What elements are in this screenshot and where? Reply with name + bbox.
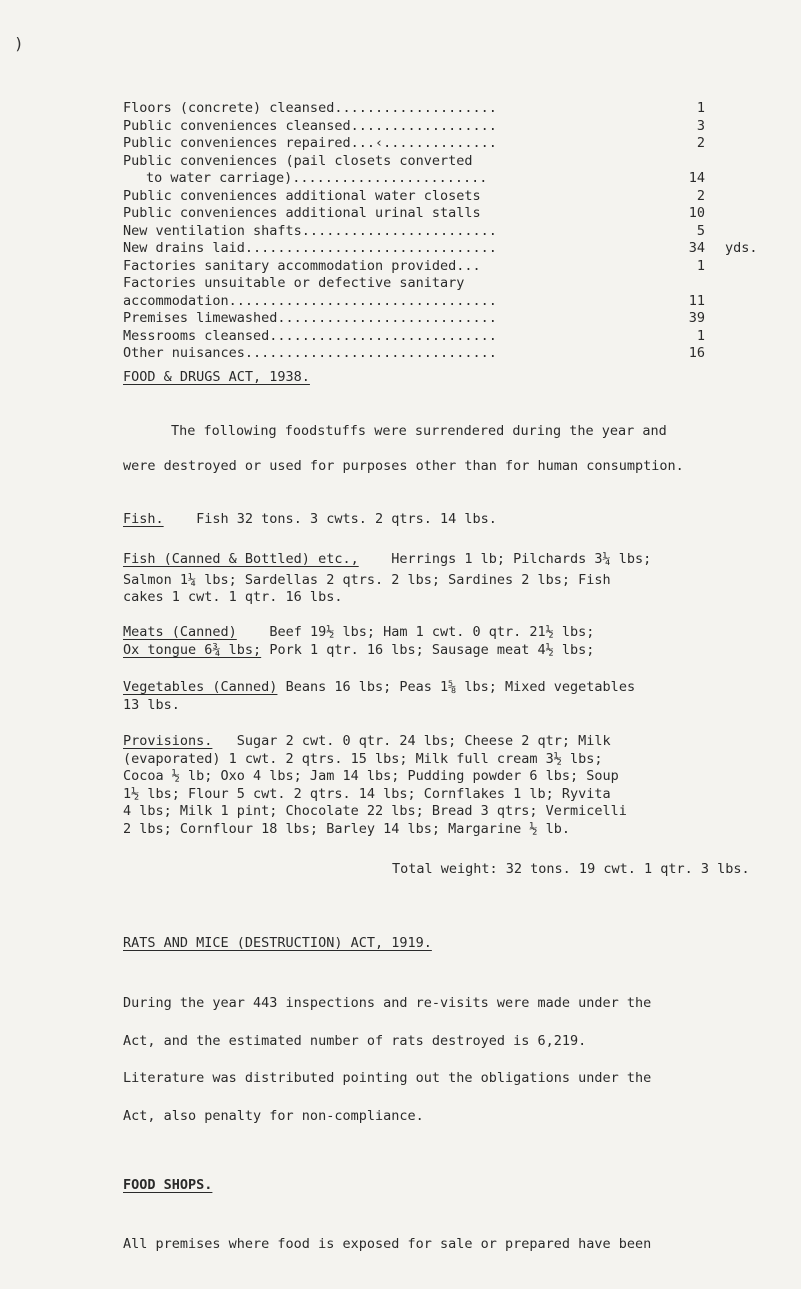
stat-label: New drains laid............................... [123, 240, 497, 256]
fish-section [123, 511, 783, 529]
stat-value: 1 [696, 327, 705, 344]
intro-line: The following foodstuffs were surrendered during the year and [171, 423, 667, 439]
fish-text: Fish 32 tons. 3 cwts. 2 qtrs. 14 lbs. [196, 511, 497, 527]
stat-unit: yds. [725, 240, 758, 256]
vegetables-line: Beans 16 lbs; Peas 1⅝ lbs; Mixed vegetables [285, 679, 636, 695]
stat-label: Premises limewashed........................... [123, 310, 497, 326]
stat-row [123, 118, 763, 136]
vegetables-section [123, 679, 783, 714]
sanitary-stats-list [123, 100, 763, 363]
stat-value: 14 [688, 170, 705, 186]
stat-value: 10 [688, 205, 705, 221]
stat-label: Public conveniences repaired...‹.............. [123, 135, 497, 151]
provisions-line: (evaporated) 1 cwt. 2 qtrs. 15 lbs; Milk full cream 3½ lbs; [123, 750, 603, 767]
stat-label: Other nuisances............................... [123, 345, 497, 361]
stat-row [123, 135, 763, 153]
provisions-line: Sugar 2 cwt. 0 qtr. 24 lbs; Cheese 2 qtr; Milk [236, 733, 611, 749]
rats-paragraph [123, 985, 783, 1135]
canned-fish-line: Herrings 1 lb; Pilchards 3¼ lbs; [391, 551, 652, 567]
stat-row [123, 293, 763, 311]
stat-label: Factories unsuitable or defective sanitary [123, 275, 465, 291]
food-shops-paragraph [123, 1236, 783, 1252]
stat-label: Public conveniences additional water closets [123, 187, 481, 204]
stat-row [123, 205, 763, 223]
stat-row [123, 240, 763, 258]
stat-value: 2 [696, 135, 705, 151]
rats-heading: RATS AND MICE (DESTRUCTION) ACT, 1919. [123, 935, 432, 951]
food-shops-line: All premises where food is exposed for sale or prepared have been [123, 1236, 652, 1252]
stat-label: accommodation................................. [123, 292, 497, 309]
provisions-line: 4 lbs; Milk 1 pint; Chocolate 22 lbs; Bread 3 qtrs; Vermicelli [123, 803, 627, 819]
fish-heading: Fish. [123, 511, 164, 527]
canned-fish-line: cakes 1 cwt. 1 qtr. 16 lbs. [123, 589, 343, 605]
provisions-line: Cocoa ½ lb; Oxo 4 lbs; Jam 14 lbs; Pudding powder 6 lbs; Soup [123, 768, 619, 784]
stat-value: 3 [696, 117, 705, 134]
meats-line: Beef 19½ lbs; Ham 1 cwt. 0 qtr. 21½ lbs; [269, 624, 595, 640]
provisions-section [123, 733, 783, 838]
stat-value: 2 [696, 187, 705, 204]
meats-heading: Meats (Canned) [123, 624, 237, 640]
stat-row [123, 223, 763, 241]
meats-section [123, 624, 783, 659]
food-drugs-intro [123, 423, 783, 474]
meats-line: Pork 1 qtr. 16 lbs; Sausage meat 4½ lbs; [269, 641, 595, 658]
stat-row [123, 100, 763, 118]
food-shops-heading: FOOD SHOPS. [123, 1177, 213, 1193]
stat-row [123, 170, 763, 188]
stat-row [123, 153, 763, 171]
provisions-line: 1½ lbs; Flour 5 cwt. 2 qtrs. 14 lbs; Cornflakes 1 lb; Ryvita [123, 785, 611, 802]
vegetables-heading: Vegetables (Canned) [123, 679, 278, 695]
canned-fish-line: Salmon 1¼ lbs; Sardellas 2 qtrs. 2 lbs; Sardines 2 lbs; Fish [123, 571, 611, 588]
stat-label: New ventilation shafts........................ [123, 222, 497, 239]
vegetables-line: 13 lbs. [123, 696, 180, 713]
stat-label: Messrooms cleansed............................ [123, 327, 497, 344]
stat-row [123, 275, 763, 293]
provisions-line: 2 lbs; Cornflour 18 lbs; Barley 14 lbs; Margarine ½ lb. [123, 820, 571, 837]
stat-row [123, 188, 763, 206]
stat-label: Factories sanitary accommodation provided... [123, 257, 481, 274]
meats-line: Ox tongue 6¾ lbs; [123, 641, 262, 658]
stat-label: Public conveniences cleansed.................. [123, 117, 497, 134]
stat-value: 1 [696, 100, 705, 116]
provisions-heading: Provisions. [123, 733, 213, 749]
stat-value: 11 [688, 292, 705, 309]
stat-row [123, 345, 763, 363]
stat-row [123, 258, 763, 276]
stat-value: 1 [696, 257, 705, 274]
intro-line: were destroyed or used for purposes other than for human consumption. [123, 458, 684, 474]
food-drugs-heading: FOOD & DRUGS ACT, 1938. [123, 369, 310, 385]
rats-line: During the year 443 inspections and re-visits were made under the [123, 995, 652, 1011]
rats-line: Act, also penalty for non-compliance. [123, 1107, 424, 1124]
rats-line: Act, and the estimated number of rats destroyed is 6,219. [123, 1032, 587, 1049]
stat-value: 16 [688, 345, 705, 361]
stat-label: Public conveniences (pail closets converted [123, 152, 473, 169]
stat-value: 39 [688, 310, 705, 326]
stat-value: 34 [688, 240, 705, 256]
canned-fish-heading: Fish (Canned & Bottled) etc., [123, 551, 359, 567]
stat-row [123, 328, 763, 346]
canned-fish-section [123, 551, 783, 607]
corner-mark: ) [14, 34, 24, 53]
stat-label: Floors (concrete) cleansed.................... [123, 100, 497, 116]
total-weight: Total weight: 32 tons. 19 cwt. 1 qtr. 3 lbs. [392, 861, 750, 877]
rats-line: Literature was distributed pointing out the obligations under the [123, 1070, 652, 1086]
stat-row [123, 310, 763, 328]
stat-label: to water carriage)........................ [146, 170, 488, 186]
stat-label: Public conveniences additional urinal stalls [123, 205, 481, 221]
stat-value: 5 [696, 222, 705, 239]
